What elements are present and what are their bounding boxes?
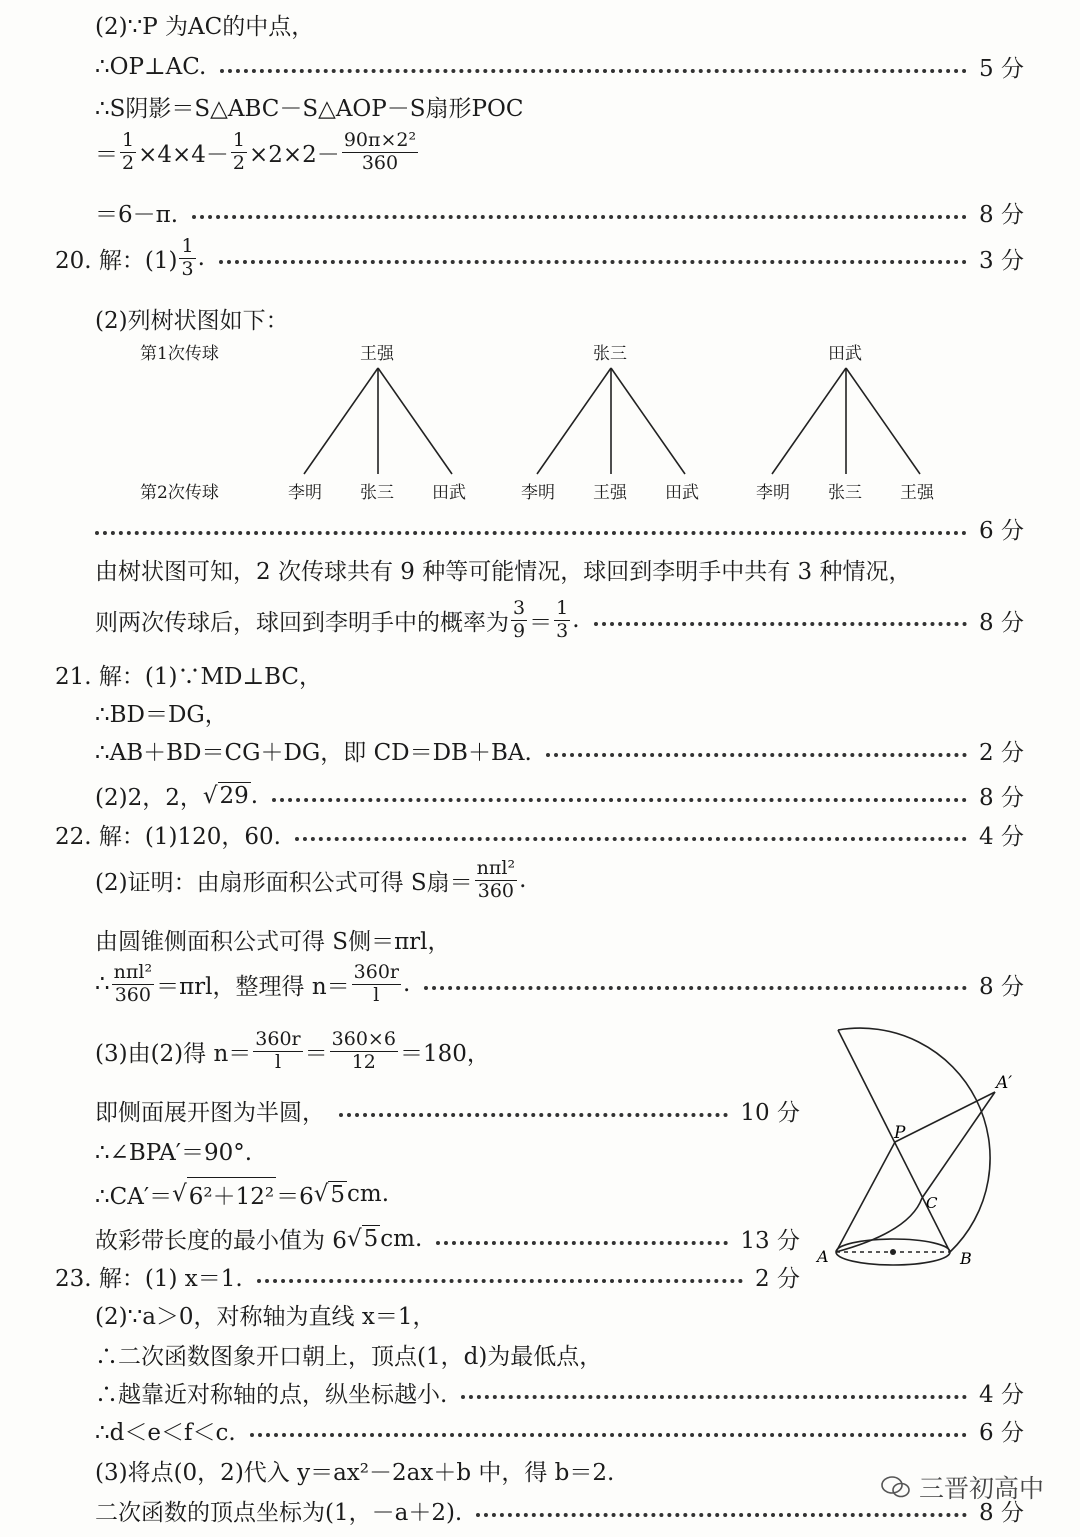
num: nπl² — [476, 857, 516, 879]
center-point — [890, 1249, 896, 1255]
sqrt-sign: √ — [172, 1181, 187, 1207]
text: (2)∵P 为AC的中点， — [95, 14, 315, 40]
semicircle-arc — [838, 1028, 990, 1252]
line-parabola — [95, 1338, 602, 1371]
sqrt-sign: √ — [313, 1181, 329, 1207]
score: 10 分 — [740, 1100, 800, 1126]
num: 1 — [181, 235, 194, 257]
text: ∴OP⊥AC. — [95, 53, 207, 80]
text: ＝ — [529, 609, 553, 636]
leader-dots — [476, 1513, 967, 1517]
den: l — [274, 1050, 282, 1073]
text: . — [572, 607, 580, 634]
text: ＝6 — [276, 1183, 314, 1210]
text: . — [250, 782, 259, 809]
text: 故彩带长度的最小值为 6 — [95, 1228, 347, 1254]
tree-branch — [846, 368, 920, 474]
text: ＝πrl，整理得 n＝ — [156, 973, 350, 1000]
den: 360 — [114, 983, 151, 1006]
tree-leaf: 王强 — [900, 483, 934, 503]
text: (3)由(2)得 n＝ — [95, 1040, 252, 1067]
text: (2)∵a＞0，对称轴为直线 x＝1， — [95, 1304, 436, 1330]
sqrt-sign: √ — [346, 1225, 362, 1252]
leader-dots — [95, 531, 967, 535]
text: ×2×2－ — [249, 141, 340, 168]
line-q23-2 — [95, 1298, 435, 1331]
label-b: B — [960, 1249, 972, 1268]
text: ×4×4－ — [138, 141, 229, 168]
text: cm. — [380, 1225, 423, 1252]
watermark-text: 三晋初高中 — [918, 1474, 1044, 1503]
score: 5 分 — [979, 56, 1024, 82]
score: 3 分 — [979, 247, 1024, 274]
line-q23-3 — [95, 1454, 614, 1487]
label-a1: A′ — [996, 1073, 1013, 1093]
sqrt-sign: √ — [202, 782, 218, 809]
text: . — [403, 971, 411, 998]
fraction — [112, 962, 154, 1007]
leader-dots — [272, 798, 967, 802]
den: 360 — [477, 879, 514, 902]
tree-root: 张三 — [593, 344, 627, 364]
num: 360r — [353, 961, 400, 983]
tree-leaf: 田武 — [432, 483, 466, 503]
num: 1 — [556, 597, 569, 619]
text: ∴二次函数图象开口朝上，顶点(1，d)为最低点， — [95, 1344, 603, 1370]
den: 360 — [361, 151, 399, 174]
text: 由圆锥侧面积公式可得 S侧＝πrl， — [95, 929, 451, 955]
text: . — [197, 245, 205, 272]
text: 由树状图可知，2 次传球共有 9 种等可能情况，球回到李明手中共有 3 种情况， — [95, 559, 912, 585]
tree-leaf: 张三 — [360, 483, 394, 503]
tree-leaf: 王强 — [593, 483, 627, 503]
line-angle — [95, 1134, 252, 1167]
leader-dots — [436, 1241, 728, 1245]
sqrt-content: 29 — [219, 783, 249, 809]
num: 1 — [232, 129, 245, 151]
score: 8 分 — [979, 973, 1024, 1000]
text: 21. 解：(1)∵MD⊥BC， — [55, 664, 323, 690]
tree-branch — [537, 368, 611, 474]
tree-leaf: 李明 — [288, 483, 322, 503]
leader-dots — [546, 753, 967, 757]
line-pa1 — [895, 1092, 995, 1142]
line-closer — [95, 1376, 1024, 1409]
leader-dots — [339, 1113, 728, 1117]
score: 6 分 — [979, 1420, 1024, 1446]
tree-branch — [304, 368, 378, 474]
wechat-icon — [881, 1474, 911, 1500]
text: (2)证明：由扇形面积公式可得 S扇＝ — [95, 869, 473, 896]
line-sector-area — [95, 858, 526, 903]
line-pa — [836, 1142, 895, 1252]
tree-leaf: 李明 — [756, 483, 790, 503]
den: 12 — [351, 1050, 376, 1073]
line-order — [95, 1414, 1024, 1447]
line-q21-2 — [95, 779, 1024, 812]
text: 则两次传球后，球回到李明手中的概率为 — [95, 609, 509, 636]
score: 2 分 — [755, 1266, 800, 1292]
text: ∴S阴影＝S△ABC－S△AOP－S扇形POC — [95, 96, 524, 122]
den: 9 — [513, 619, 526, 642]
fraction — [253, 1029, 302, 1074]
line-cone-area — [95, 923, 451, 956]
text: 20. 解：(1) — [55, 247, 178, 274]
score: 8 分 — [979, 785, 1024, 811]
line-tree-score — [95, 512, 1024, 545]
text: ∴CA′＝ — [95, 1183, 173, 1210]
score: 2 分 — [979, 740, 1024, 766]
tree-leaf: 张三 — [828, 483, 862, 503]
num: 3 — [513, 597, 526, 619]
den: 3 — [556, 619, 569, 642]
text: . — [519, 867, 527, 894]
score: 13 分 — [740, 1228, 800, 1254]
line-probability — [95, 598, 1024, 643]
num: 360×6 — [331, 1028, 396, 1050]
den: 2 — [232, 151, 245, 174]
leader-dots — [461, 1395, 967, 1399]
text: ＝6－π. — [95, 202, 179, 228]
text: 即侧面展开图为半圆， — [95, 1100, 325, 1126]
line-q23-1 — [55, 1260, 800, 1293]
line-bd-dg — [95, 696, 228, 729]
text: ＝ — [95, 141, 118, 168]
label-a: A — [817, 1247, 829, 1266]
num: nπl² — [113, 961, 153, 983]
tree-diagram — [0, 0, 1080, 520]
tree-leaf: 李明 — [521, 483, 555, 503]
score: 4 分 — [979, 1382, 1024, 1408]
num: 1 — [122, 129, 135, 151]
text: ∴BD＝DG， — [95, 702, 228, 728]
den: l — [373, 983, 380, 1006]
text: (2)列树状图如下： — [95, 308, 289, 334]
score: 8 分 — [979, 202, 1024, 228]
text: ＝180， — [399, 1040, 490, 1067]
tree-root: 王强 — [360, 344, 394, 364]
text: 22. 解：(1)120，60. — [55, 824, 281, 850]
label-p: P — [894, 1123, 906, 1143]
score: 8 分 — [979, 609, 1024, 636]
line-ca — [95, 1177, 389, 1211]
den: 3 — [181, 257, 194, 280]
fraction — [475, 858, 517, 903]
tree-row2-label: 第2次传球 — [140, 483, 219, 503]
fraction — [554, 598, 570, 643]
label-c: C — [926, 1194, 938, 1212]
score: 8 分 — [979, 1500, 1024, 1526]
line-min-length — [95, 1222, 800, 1255]
line-q22-1 — [55, 818, 1024, 851]
leader-dots — [257, 1279, 743, 1283]
text: ∴d＜e＜f＜c. — [95, 1420, 236, 1446]
leader-dots — [250, 1433, 967, 1437]
line-q21-1 — [55, 658, 322, 691]
num: 90π×2² — [343, 129, 417, 151]
den: 2 — [122, 151, 135, 174]
sqrt-content: 6²＋12² — [187, 1177, 276, 1211]
tree-branch — [378, 368, 452, 474]
text: ∴AB＋BD＝CG＋DG，即 CD＝DB＋BA. — [95, 740, 532, 766]
tree-root: 田武 — [828, 344, 862, 364]
sqrt-content: 5 — [330, 1181, 346, 1208]
watermark — [881, 1469, 1044, 1505]
text: ∴越靠近对称轴的点，纵坐标越小. — [95, 1382, 448, 1408]
fraction — [330, 1029, 398, 1074]
line-cd — [95, 734, 1024, 767]
line-tree-conclusion — [95, 553, 911, 586]
score: 4 分 — [979, 824, 1024, 850]
line-semicircle — [95, 1094, 800, 1127]
leader-dots — [295, 837, 967, 841]
leader-dots — [424, 986, 967, 990]
text: (2)2，2， — [95, 785, 203, 811]
leader-dots — [594, 622, 968, 626]
score: 6 分 — [979, 518, 1024, 544]
text: ＝ — [304, 1040, 328, 1067]
tree-leaf: 田武 — [665, 483, 699, 503]
line-n-180 — [95, 1029, 490, 1074]
num: 360r — [255, 1028, 301, 1050]
line-n-formula — [95, 962, 1024, 1007]
sqrt-content: 5 — [363, 1226, 379, 1252]
tree-branch — [611, 368, 685, 474]
text: ∴∠BPA′＝90°. — [95, 1140, 253, 1166]
line-a1c — [922, 1092, 995, 1198]
text: ∴ — [95, 971, 110, 998]
tree-branch — [772, 368, 846, 474]
fraction — [352, 962, 401, 1007]
text: (3)将点(0，2)代入 y＝ax²－2ax＋b 中，得 b＝2. — [95, 1460, 615, 1486]
text: cm. — [347, 1181, 390, 1207]
text: 23. 解：(1) x＝1. — [55, 1266, 243, 1292]
cone-figure — [800, 1020, 1060, 1280]
tree-row1-label: 第1次传球 — [140, 344, 219, 364]
fraction — [511, 598, 527, 643]
text: 二次函数的顶点坐标为(1，－a＋2). — [95, 1500, 463, 1526]
